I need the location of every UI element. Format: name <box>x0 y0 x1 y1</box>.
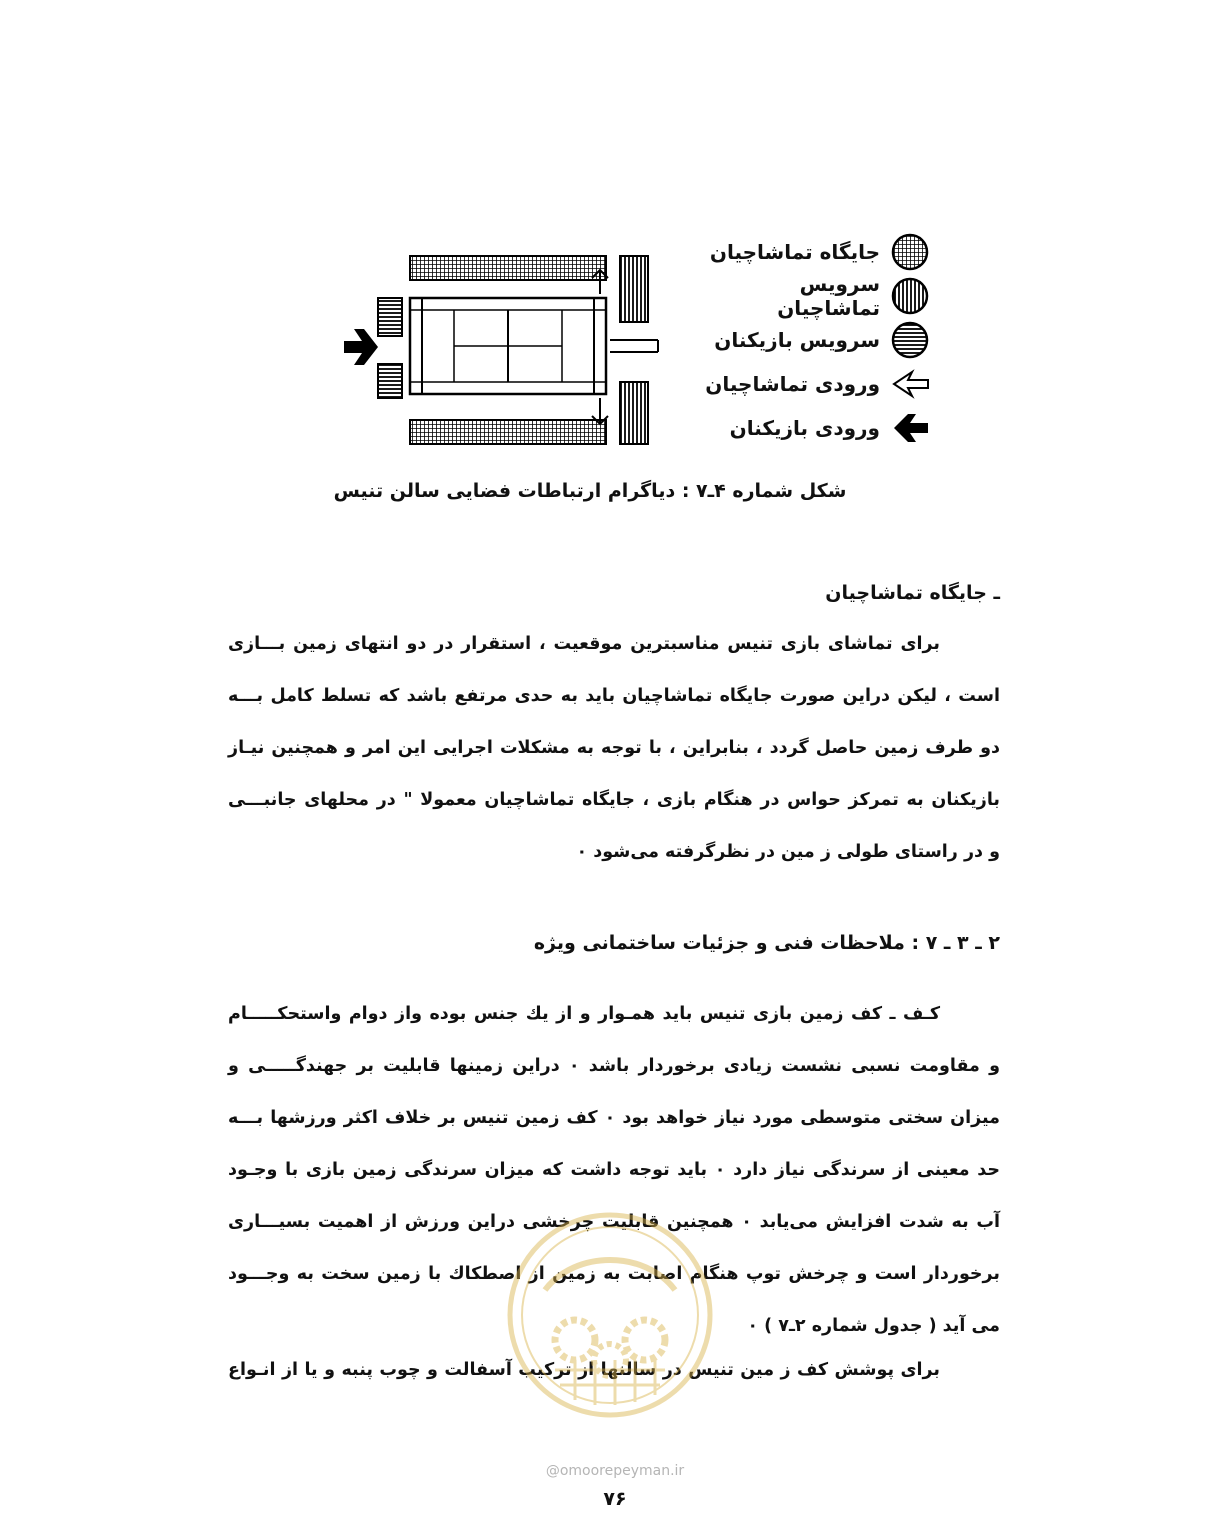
diagram-legend <box>700 230 930 450</box>
vertical-hatch-circle-icon <box>890 276 930 316</box>
text-line: برای تماشای بازی تنیس مناسبترین موقعیت ، استقرار در دو انتهای زمین بـــازی <box>228 634 940 654</box>
player-entrance-arrow <box>344 329 378 365</box>
spectator-entrance-arrow <box>610 340 658 352</box>
legend-label: ورودی بازیکنان <box>729 416 880 440</box>
legend-label: سرویس تماشاچیان <box>777 272 880 320</box>
tennis-hall-diagram <box>340 248 670 454</box>
legend-item-spectator-service <box>700 274 930 318</box>
horizontal-hatch-circle-icon <box>890 320 930 360</box>
text-line: کـف ـ کف زمین بازی تنیس باید همـوار و از یك جنس بوده واز دوام واستحکـــــام <box>228 1004 940 1024</box>
legend-item-spectator-seating <box>700 230 930 274</box>
text-line: برخوردار است و چرخش توپ هنگام اصابت به زمین از اصطکاك با زمین سخت به وجـــود <box>228 1264 1000 1284</box>
figure-caption: شکل شماره ۴ـ۷ : دیاگرام ارتباطات فضایی سالن تنیس <box>333 480 847 502</box>
spectator-service-top <box>620 256 648 322</box>
legend-label: سرویس بازیکنان <box>714 328 880 352</box>
text-line: است ، لیکن دراین صورت جایگاه تماشاچیان باید به حدی مرتفع باشد که تسلط کامل بـــه <box>228 686 1000 706</box>
spectator-stand-top <box>410 256 606 280</box>
player-service-bottom <box>378 364 402 398</box>
text-line: دو طرف زمین حاصل گردد ، بنابراین ، با توجه به مشکلات اجرایی این امر و همچنین نیـاز <box>228 738 1000 758</box>
outline-arrow-icon <box>890 364 930 404</box>
page-number: ۷۶ <box>603 1488 627 1510</box>
spectator-stand-bottom <box>410 420 606 444</box>
cross-hatch-circle-icon <box>890 232 930 272</box>
text-line: میزان سختی متوسطی مورد نیاز خواهد بود ۰ کف زمین تنیس بر خلاف اکثر ورزشها بـــه <box>228 1108 1000 1128</box>
text-line: و در راستای طولی ز مین در نظرگرفته می‌شود ۰ <box>576 842 1000 862</box>
paragraph-spectator-seating <box>228 618 1000 878</box>
text-line: برای پوشش کف ز مین تنیس در سالنها از ترکیب آسفالت و چوب پنبه و یا از انـواع <box>228 1360 940 1380</box>
text-line: می آید ( جدول شماره ۲ـ۷ ) ۰ <box>747 1316 1000 1336</box>
solid-arrow-icon <box>890 408 930 448</box>
text-line: بازیکنان به تمرکز حواس در هنگام بازی ، جایگاه تماشاچیان معمولا " در محلهای جانبـــی <box>228 790 1000 810</box>
player-service-top <box>378 298 402 336</box>
section-heading-technical-details: ۲ ـ ۳ ـ ۷ : ملاحظات فنی و جزئیات ساختمانی ویژه <box>533 932 1000 954</box>
website-watermark: @omoorepeyman.ir <box>545 1463 685 1479</box>
spectator-service-bottom <box>620 382 648 444</box>
watermark-logo <box>505 1210 715 1420</box>
text-line: و مقاومت نسبی نشست زیادی برخوردار باشد ۰ دراین زمینها قابلیت بر جهندگـــــی و <box>228 1056 1000 1076</box>
text-line: آب به شدت افزایش می‌یابد ۰ همچنین قابلیت چرخشی دراین ورزش از اهمیت بسیـــاری <box>228 1212 1000 1232</box>
legend-label: ورودی تماشاچیان <box>705 372 880 396</box>
legend-item-spectator-entrance <box>700 362 930 406</box>
section-heading-spectator-seating: ـ جایگاه تماشاچیان <box>825 582 1000 604</box>
text-line: حد معینی از سرندگی نیاز دارد ۰ باید توجه داشت که میزان سرندگی زمین بازی با وجـود <box>228 1160 1001 1180</box>
legend-item-player-entrance <box>700 406 930 450</box>
legend-label: جایگاه تماشاچیان <box>709 240 880 264</box>
legend-item-player-service <box>700 318 930 362</box>
